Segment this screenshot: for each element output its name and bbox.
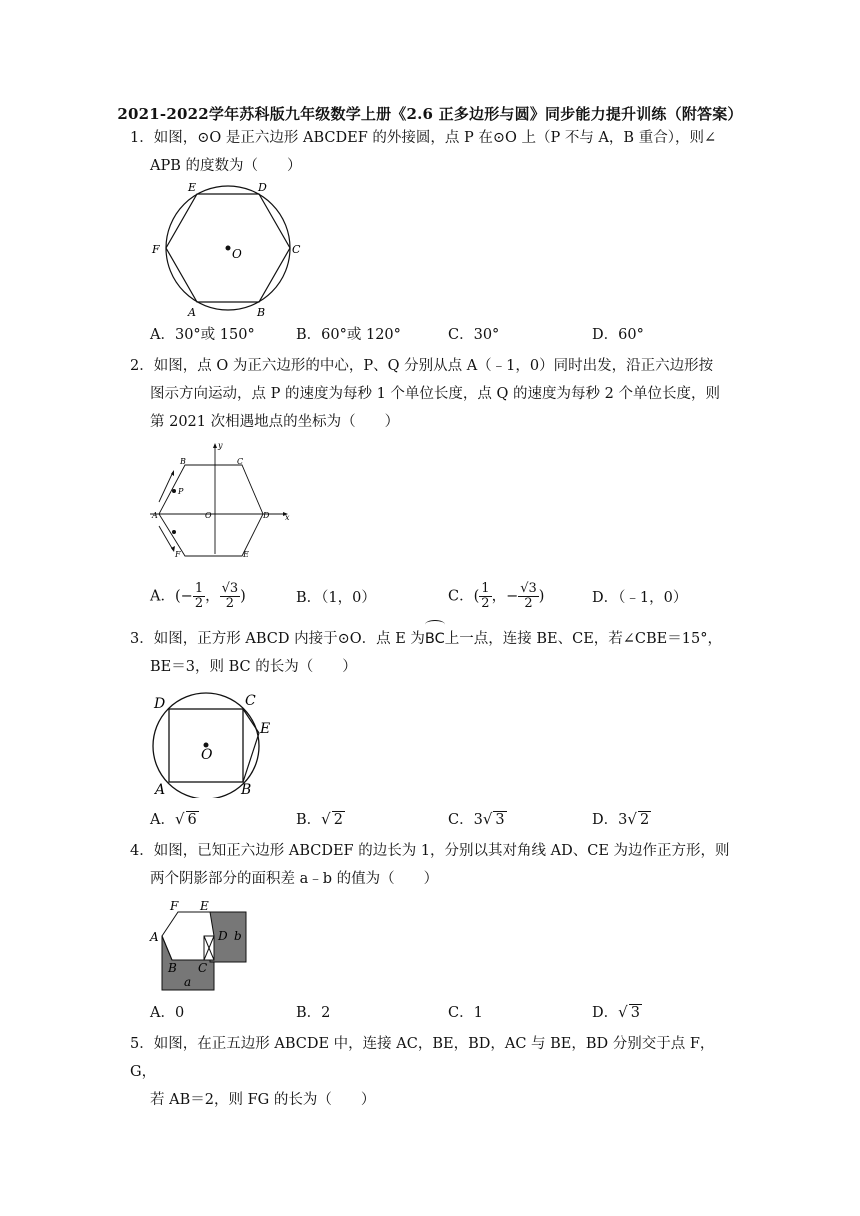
label-E: E [200, 899, 209, 913]
label-O: O [201, 747, 213, 763]
label-y: y [218, 441, 223, 450]
question-text: BE＝3，则 BC 的长为（ ） [150, 659, 357, 675]
question-2 [130, 352, 730, 436]
options-q2 [150, 578, 750, 612]
options-q1 [150, 323, 750, 353]
option-b[interactable]: B．√ 2 [296, 810, 343, 828]
question-number: 1． [130, 130, 154, 146]
label-B: B [257, 306, 266, 319]
label-A: A [150, 930, 159, 944]
option-a[interactable]: A．√ 6 [150, 810, 197, 828]
option-a[interactable]: A．30°或 150° [150, 327, 255, 343]
option-c[interactable]: C．3√ 3 [448, 810, 505, 828]
label-x: x [285, 513, 290, 522]
option-c[interactable]: C．30° [448, 327, 500, 343]
label-D: D [258, 181, 267, 194]
question-text: 如图，正方形 ABCD 内接于⊙O．点 E 为 [153, 631, 425, 647]
label-B: B [168, 961, 177, 975]
label-E: E [243, 550, 249, 559]
question-number: 4． [130, 843, 154, 859]
label-a: a [184, 975, 192, 989]
label-F: F [152, 243, 160, 256]
label-C: C [292, 243, 301, 256]
label-D: D [154, 696, 166, 712]
option-a[interactable]: A．(− $\frac{1}{2}$ ， $\frac{√3}{2}$ ) [150, 581, 246, 611]
label-C: C [198, 961, 208, 975]
square-in-circle-figure [148, 688, 278, 798]
label-F: F [170, 899, 179, 913]
label-A: A [152, 511, 158, 520]
label-F: F [175, 550, 181, 559]
question-text: 上一点，连接 BE、CE，若∠CBE＝15°， [444, 631, 722, 647]
label-E: E [188, 181, 197, 194]
label-D: D [218, 929, 228, 943]
option-b[interactable]: B．（1，0） [296, 590, 376, 606]
option-d[interactable]: D．3√ 2 [592, 810, 650, 828]
question-5 [130, 1030, 730, 1114]
label-D: D [263, 511, 270, 520]
hexagon-coordinate-figure [145, 440, 295, 565]
arc-bc: BC [425, 625, 445, 653]
question-text: 图示方向运动，点 P 的速度为每秒 1 个单位长度，点 Q 的速度为每秒 2 个单位长度，则 [150, 386, 720, 402]
question-number: 3． [130, 631, 154, 647]
hexagon-squares-figure [148, 898, 258, 996]
question-4 [130, 837, 730, 893]
question-text: 如图，点 O 为正六边形的中心，P、Q 分别从点 A（﹣1，0）同时出发，沿正六边形按 [153, 358, 714, 374]
question-text: 两个阴影部分的面积差 a﹣b 的值为（ ） [150, 871, 439, 887]
label-P: P [178, 487, 184, 496]
hexagon-in-circle-figure [148, 180, 308, 320]
option-b[interactable]: B．2 [296, 1005, 331, 1021]
option-b[interactable]: B．60°或 120° [296, 327, 401, 343]
question-text: 如图，已知正六边形 ABCDEF 的边长为 1，分别以其对角线 AD、CE 为边作正方形，则 [153, 843, 730, 859]
label-E: E [260, 721, 271, 737]
option-d[interactable]: D．60° [592, 327, 644, 343]
label-O: O [205, 511, 212, 520]
option-d[interactable]: D．（﹣1，0） [592, 590, 688, 606]
label-C: C [237, 457, 244, 466]
label-b: b [234, 929, 242, 943]
label-A: A [188, 306, 196, 319]
label-A: A [155, 782, 166, 798]
question-text: 如图，⊙O 是正六边形 ABCDEF 的外接圆，点 P 在⊙O 上（P 不与 A，B 重合），则∠ [153, 130, 717, 146]
label-O: O [232, 247, 242, 261]
question-number: 5． [130, 1036, 154, 1052]
question-text: 第 2021 次相遇地点的坐标为（ ） [150, 414, 400, 430]
option-c[interactable]: C．1 [448, 1005, 483, 1021]
label-B: B [241, 782, 252, 798]
option-d[interactable]: D．√ 3 [592, 1003, 640, 1021]
question-text: 如图，在正五边形 ABCDE 中，连接 AC，BE，BD，AC 与 BE，BD 分别交于点 F，G， [130, 1036, 715, 1080]
question-number: 2． [130, 358, 154, 374]
option-c[interactable]: C．( $\frac{1}{2}$ ，− $\frac{√3}{2}$ ) [448, 581, 545, 611]
label-C: C [245, 693, 256, 709]
question-1 [130, 124, 730, 180]
options-q3 [150, 808, 750, 838]
label-B: B [180, 457, 186, 466]
question-text: APB 的度数为（ ） [150, 158, 302, 174]
question-text: 若 AB＝2，则 FG 的长为（ ） [150, 1092, 376, 1108]
option-a[interactable]: A．0 [150, 1005, 185, 1021]
page-title: 2021-2022学年苏科版九年级数学上册《2.6 正多边形与圆》同步能力提升训练（附答案） [117, 105, 743, 123]
options-q4 [150, 1001, 750, 1031]
question-3 [130, 625, 730, 681]
